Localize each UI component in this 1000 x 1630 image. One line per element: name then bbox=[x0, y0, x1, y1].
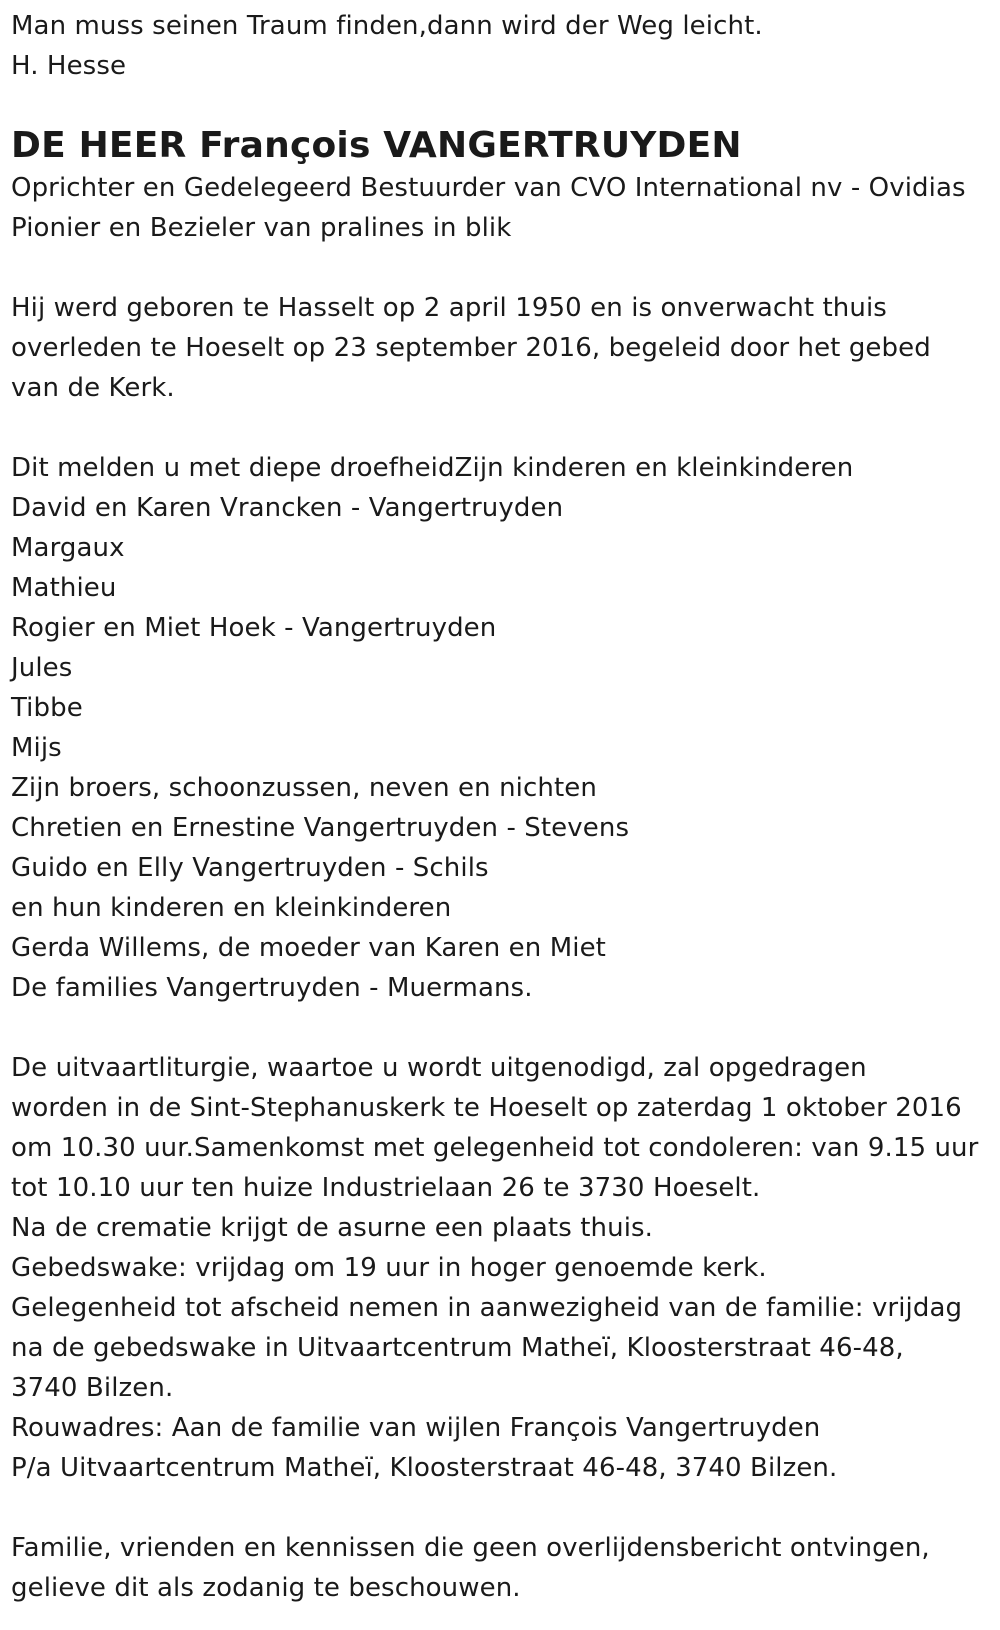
family-line: Zijn broers, schoonzussen, neven en nichten bbox=[11, 773, 597, 803]
funeral-line: Na de crematie krijgt de asurne een plaats thuis. bbox=[11, 1213, 654, 1243]
quote-author: H. Hesse bbox=[11, 51, 127, 81]
funeral-line: 3740 Bilzen. bbox=[11, 1373, 174, 1403]
funeral-line: Gebedswake: vrijdag om 19 uur in hoger genoemde kerk. bbox=[11, 1253, 767, 1283]
spacer bbox=[11, 1008, 990, 1048]
family-line: Chretien en Ernestine Vangertruyden - Stevens bbox=[11, 813, 630, 843]
role-line: Oprichter en Gedelegeerd Bestuurder van CVO International nv - Ovidias bbox=[11, 173, 966, 203]
funeral-line: na de gebedswake in Uitvaartcentrum Matheï, Kloosterstraat 46-48, bbox=[11, 1333, 904, 1363]
spacer bbox=[11, 248, 990, 288]
family-line: Rogier en Miet Hoek - Vangertruyden bbox=[11, 613, 497, 643]
closing-block bbox=[11, 1528, 990, 1608]
spacer bbox=[11, 408, 990, 448]
quote-block bbox=[11, 6, 990, 86]
funeral-line: tot 10.10 uur ten huize Industrielaan 26 te 3730 Hoeselt. bbox=[11, 1173, 761, 1203]
funeral-line: De uitvaartliturgie, waartoe u wordt uitgenodigd, zal opgedragen bbox=[11, 1053, 867, 1083]
funeral-line: P/a Uitvaartcentrum Matheï, Kloosterstraat 46-48, 3740 Bilzen. bbox=[11, 1453, 838, 1483]
spacer bbox=[11, 1488, 990, 1528]
family-line: Dit melden u met diepe droefheidZijn kinderen en kleinkinderen bbox=[11, 453, 854, 483]
closing-line: gelieve dit als zodanig te beschouwen. bbox=[11, 1573, 521, 1603]
family-line: en hun kinderen en kleinkinderen bbox=[11, 893, 452, 923]
role-line: Pionier en Bezieler van pralines in blik bbox=[11, 213, 512, 243]
family-line: Tibbe bbox=[11, 693, 83, 723]
family-line: De families Vangertruyden - Muermans. bbox=[11, 973, 533, 1003]
family-line: David en Karen Vrancken - Vangertruyden bbox=[11, 493, 564, 523]
birth-death-line: Hij werd geboren te Hasselt op 2 april 1950 en is onverwacht thuis bbox=[11, 293, 887, 323]
family-line: Guido en Elly Vangertruyden - Schils bbox=[11, 853, 489, 883]
funeral-line: om 10.30 uur.Samenkomst met gelegenheid tot condoleren: van 9.15 uur bbox=[11, 1133, 979, 1163]
birth-death-line: overleden te Hoeselt op 23 september 2016, begeleid door het gebed bbox=[11, 333, 931, 363]
family-block bbox=[11, 448, 990, 1008]
funeral-line: worden in de Sint-Stephanuskerk te Hoeselt op zaterdag 1 oktober 2016 bbox=[11, 1093, 962, 1123]
funeral-line: Rouwadres: Aan de familie van wijlen François Vangertruyden bbox=[11, 1413, 821, 1443]
birth-death-block bbox=[11, 288, 990, 408]
closing-line: Familie, vrienden en kennissen die geen overlijdensbericht ontvingen, bbox=[11, 1533, 930, 1563]
quote-text: Man muss seinen Traum finden,dann wird der Weg leicht. bbox=[11, 11, 763, 41]
birth-death-line: van de Kerk. bbox=[11, 373, 175, 403]
funeral-line: Gelegenheid tot afscheid nemen in aanwezigheid van de familie: vrijdag bbox=[11, 1293, 963, 1323]
roles-block bbox=[11, 168, 990, 248]
deceased-title: DE HEER François VANGERTRUYDEN bbox=[11, 125, 742, 166]
family-line: Gerda Willems, de moeder van Karen en Miet bbox=[11, 933, 606, 963]
family-line: Jules bbox=[11, 653, 73, 683]
family-line: Mijs bbox=[11, 733, 62, 763]
family-line: Mathieu bbox=[11, 573, 117, 603]
funeral-block bbox=[11, 1048, 990, 1488]
family-line: Margaux bbox=[11, 533, 125, 563]
